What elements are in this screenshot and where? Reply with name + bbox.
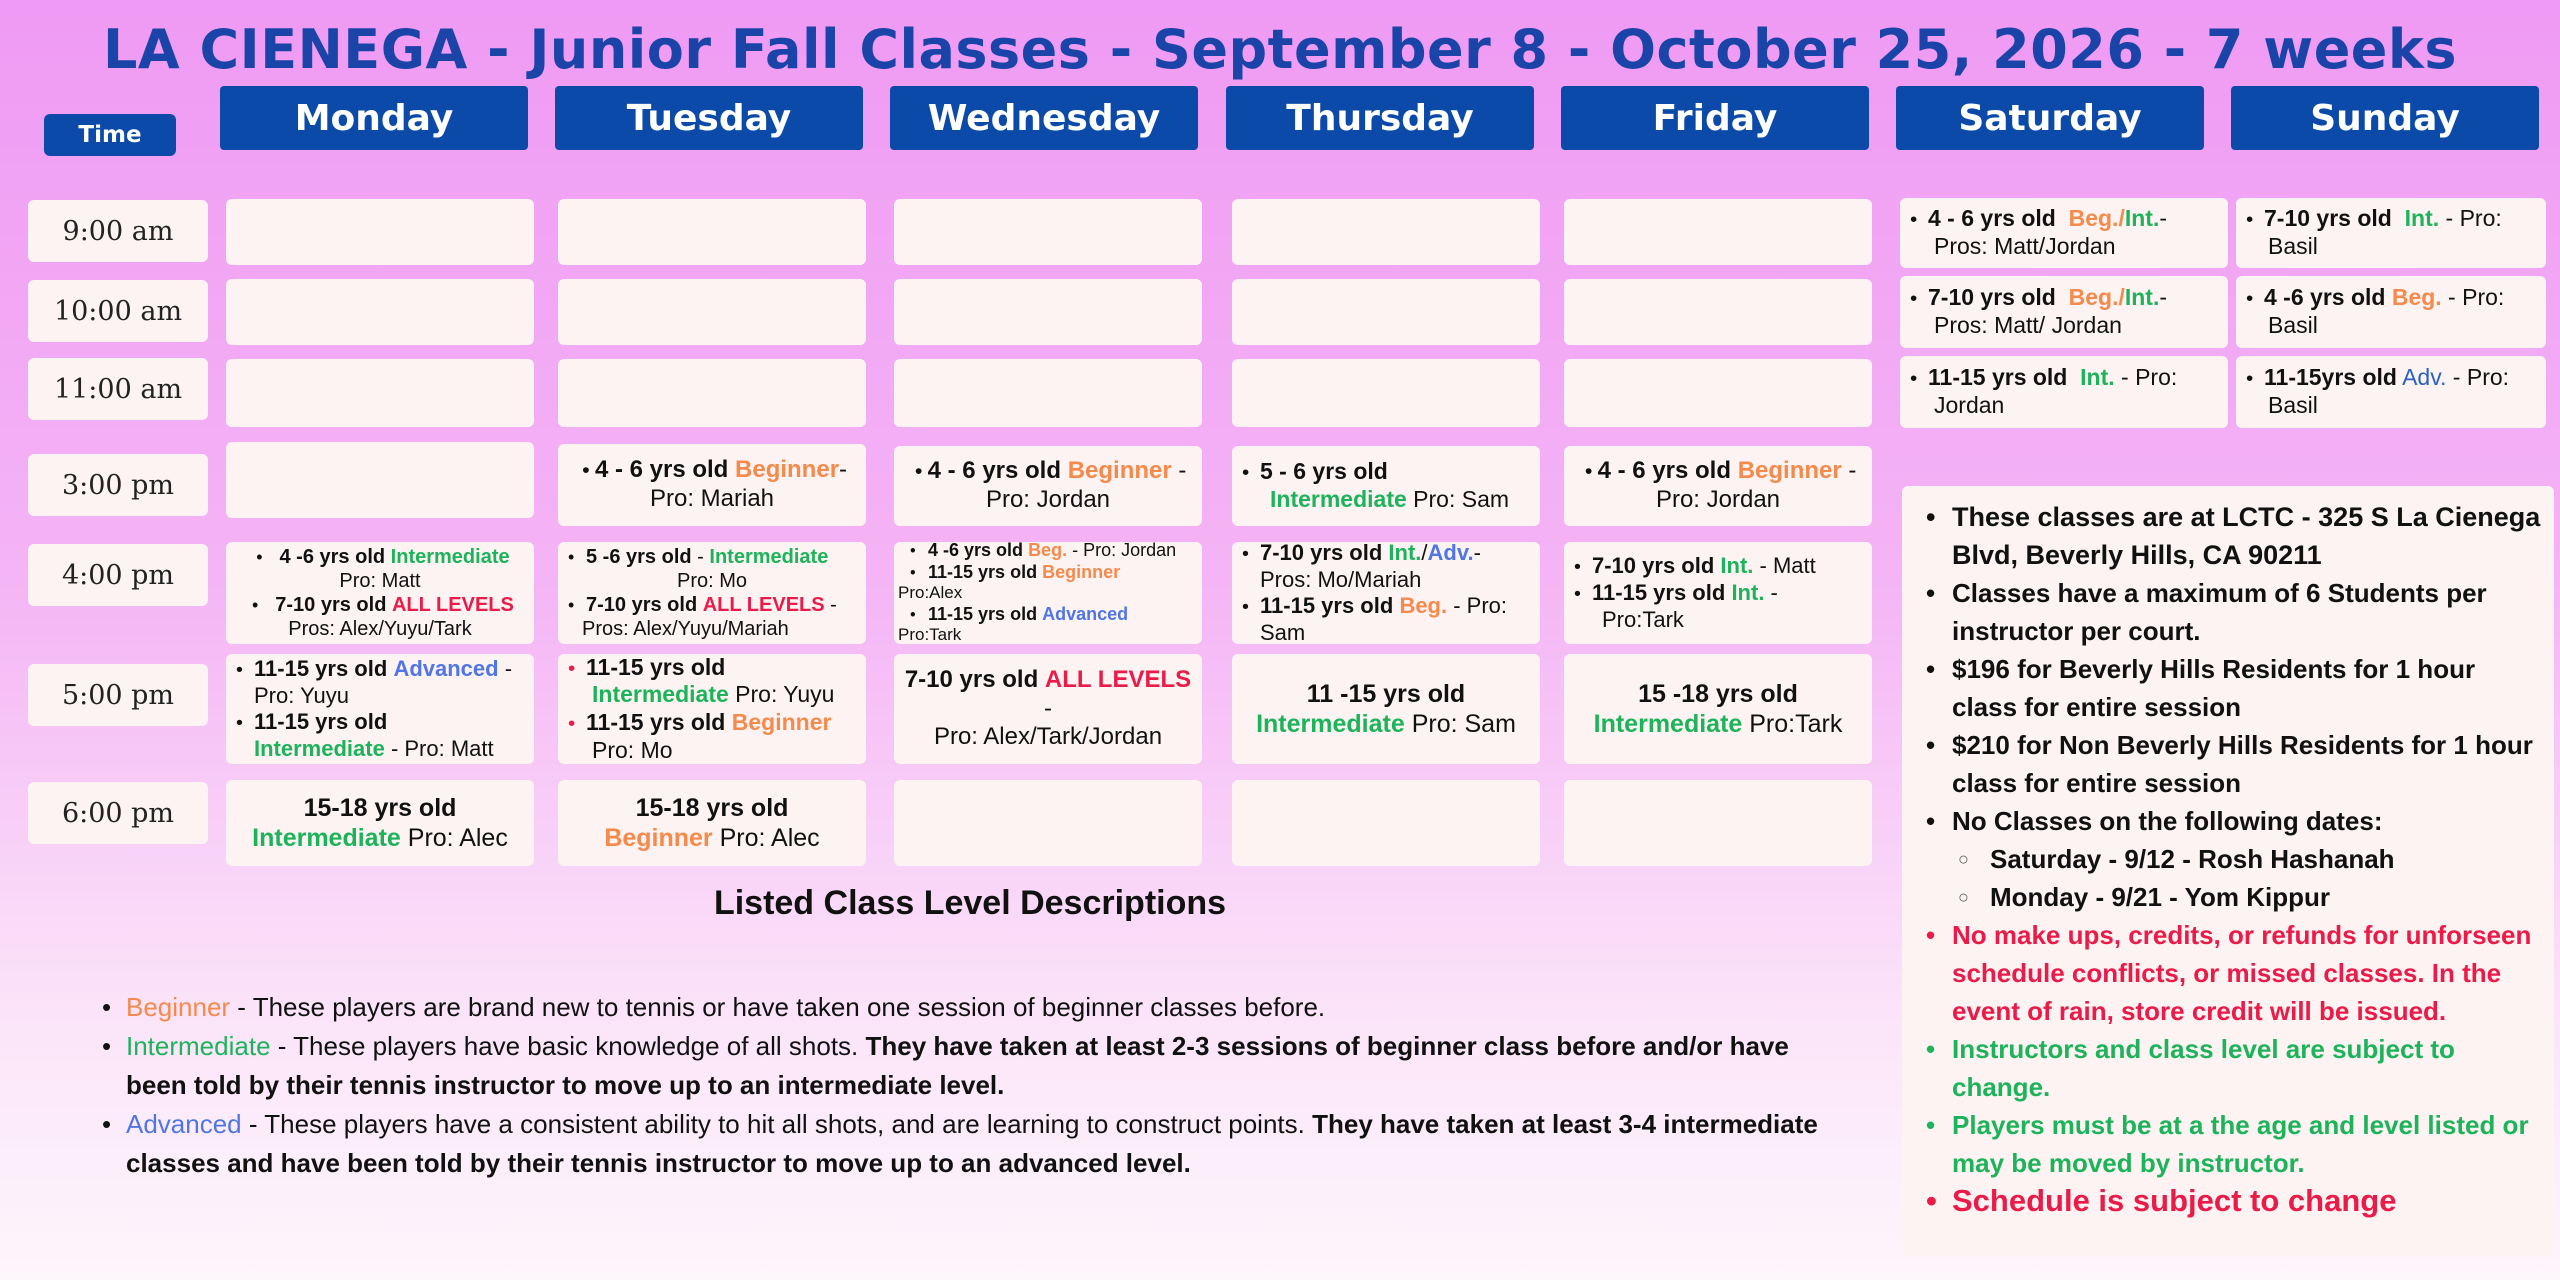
empty-slot-mon-3pm [226, 442, 534, 518]
time-label-11am: 11:00 am [28, 358, 208, 420]
class-card-tue-5pm: • 11-15 yrs old Intermediate Pro: Yuyu • 11-15 yrs old Beginner Pro: Mo [558, 654, 866, 764]
day-header-thursday: Thursday [1226, 86, 1534, 150]
class-card-wed-5pm: 7-10 yrs old ALL LEVELS - Pro: Alex/Tark/Jordan [894, 654, 1202, 764]
class-card-mon-5pm: • 11-15 yrs old Advanced - Pro: Yuyu • 11-15 yrs old Intermediate - Pro: Matt [226, 654, 534, 764]
class-card-fri-3pm: • 4 - 6 yrs old Beginner - Pro: Jordan [1564, 446, 1872, 526]
empty-slot-thu-6pm [1232, 780, 1540, 866]
class-card-mon-4pm: • 4 -6 yrs old Intermediate Pro: Matt • 7-10 yrs old ALL LEVELS Pros: Alex/Yuyu/Tark [226, 542, 534, 644]
info-no-classes: • No Classes on the following dates: [1924, 802, 2544, 840]
info-instructors-change: • Instructors and class level are subject to change. [1924, 1030, 2544, 1106]
day-header-tuesday: Tuesday [555, 86, 863, 150]
class-card-sun-10am: • 4 -6 yrs old Beg. - Pro: Basil [2236, 276, 2546, 348]
info-max-students: • Classes have a maximum of 6 Students per instructor per court. [1924, 574, 2544, 650]
info-age-level: • Players must be at a the age and level listed or may be moved by instructor. [1924, 1106, 2544, 1182]
beginner-description: • Beginner - These players are brand new to tennis or have taken one session of beginner classes before. [100, 988, 1840, 1027]
time-label-4pm: 4:00 pm [28, 544, 208, 606]
info-refund-policy: • No make ups, credits, or refunds for unforseen schedule conflicts, or missed classes. In the event of rain, store credit will be issued. [1924, 916, 2544, 1030]
day-header-wednesday: Wednesday [890, 86, 1198, 150]
info-location: • These classes are at LCTC - 325 S La Cienega Blvd, Beverly Hills, CA 90211 [1924, 498, 2544, 574]
class-card-fri-5pm: 15 -18 yrs old Intermediate Pro:Tark [1564, 654, 1872, 764]
class-card-wed-3pm: • 4 - 6 yrs old Beginner - Pro: Jordan [894, 446, 1202, 526]
empty-slot-fri-9am [1564, 199, 1872, 265]
time-label-5pm: 5:00 pm [28, 664, 208, 726]
info-no-class-date: ○ Monday - 9/21 - Yom Kippur [1924, 878, 2544, 916]
empty-slot-mon-11am [226, 359, 534, 427]
empty-slot-wed-6pm [894, 780, 1202, 866]
empty-slot-wed-11am [894, 359, 1202, 427]
info-resident-price: • $196 for Beverly Hills Residents for 1 hour class for entire session [1924, 650, 2544, 726]
time-label-9am: 9:00 am [28, 200, 208, 262]
class-card-tue-3pm: • 4 - 6 yrs old Beginner- Pro: Mariah [558, 444, 866, 526]
info-panel [1902, 486, 2554, 1256]
class-card-thu-3pm: • 5 - 6 yrs old Intermediate Pro: Sam [1232, 446, 1540, 526]
class-card-thu-5pm: 11 -15 yrs old Intermediate Pro: Sam [1232, 654, 1540, 764]
class-card-sat-11am: • 11-15 yrs old Int. - Pro: Jordan [1900, 356, 2228, 428]
time-column-header: Time [44, 114, 176, 156]
empty-slot-wed-9am [894, 199, 1202, 265]
advanced-description: • Advanced - These players have a consistent ability to hit all shots, and are learning to construct points. They have taken at least 3-4 intermediate classes and have been told by their tennis instructor to move up to an advanced level. [100, 1105, 1840, 1183]
class-card-tue-4pm: • 5 -6 yrs old - Intermediate Pro: Mo • 7-10 yrs old ALL LEVELS - Pros: Alex/Yuyu/Mariah [558, 542, 866, 644]
empty-slot-thu-9am [1232, 199, 1540, 265]
empty-slot-mon-9am [226, 199, 534, 265]
time-label-10am: 10:00 am [28, 280, 208, 342]
day-header-friday: Friday [1561, 86, 1869, 150]
time-label-3pm: 3:00 pm [28, 454, 208, 516]
empty-slot-thu-11am [1232, 359, 1540, 427]
empty-slot-mon-10am [226, 279, 534, 345]
info-schedule-change: • Schedule is subject to change [1924, 1182, 2544, 1220]
page-title: LA CIENEGA - Junior Fall Classes - September 8 - October 25, 2026 - 7 weeks [103, 18, 2457, 81]
info-no-class-date: ○ Saturday - 9/12 - Rosh Hashanah [1924, 840, 2544, 878]
class-card-mon-6pm: 15-18 yrs old Intermediate Pro: Alec [226, 780, 534, 866]
info-nonresident-price: • $210 for Non Beverly Hills Residents for 1 hour class for entire session [1924, 726, 2544, 802]
class-card-sat-10am: • 7-10 yrs old Beg./Int.- Pros: Matt/ Jordan [1900, 276, 2228, 348]
class-card-thu-4pm: • 7-10 yrs old Int./Adv.- Pros: Mo/Mariah • 11-15 yrs old Beg. - Pro: Sam [1232, 542, 1540, 644]
empty-slot-tue-11am [558, 359, 866, 427]
class-card-sat-9am: • 4 - 6 yrs old Beg./Int.- Pros: Matt/Jordan [1900, 198, 2228, 268]
empty-slot-fri-10am [1564, 279, 1872, 345]
day-header-sunday: Sunday [2231, 86, 2539, 150]
day-header-saturday: Saturday [1896, 86, 2204, 150]
empty-slot-tue-9am [558, 199, 866, 265]
empty-slot-fri-6pm [1564, 780, 1872, 866]
class-card-sun-9am: • 7-10 yrs old Int. - Pro: Basil [2236, 198, 2546, 268]
class-card-tue-6pm: 15-18 yrs old Beginner Pro: Alec [558, 780, 866, 866]
intermediate-description: • Intermediate - These players have basic knowledge of all shots. They have taken at least 2-3 sessions of beginner class before and/or have been told by their tennis instructor to move up to an intermediate level. [100, 1027, 1840, 1105]
day-header-monday: Monday [220, 86, 528, 150]
time-label-6pm: 6:00 pm [28, 782, 208, 844]
descriptions-title: Listed Class Level Descriptions [713, 884, 1227, 922]
empty-slot-tue-10am [558, 279, 866, 345]
empty-slot-thu-10am [1232, 279, 1540, 345]
empty-slot-wed-10am [894, 279, 1202, 345]
class-card-fri-4pm: • 7-10 yrs old Int. - Matt • 11-15 yrs old Int. - Pro:Tark [1564, 542, 1872, 644]
class-card-wed-4pm: • 4 -6 yrs old Beg. - Pro: Jordan • 11-15 yrs old Beginner Pro:Alex • 11-15 yrs old Advanced Pro:Tark [894, 542, 1202, 644]
empty-slot-fri-11am [1564, 359, 1872, 427]
level-descriptions-list [100, 988, 1840, 1183]
class-card-sun-11am: • 11-15yrs old Adv. - Pro: Basil [2236, 356, 2546, 428]
